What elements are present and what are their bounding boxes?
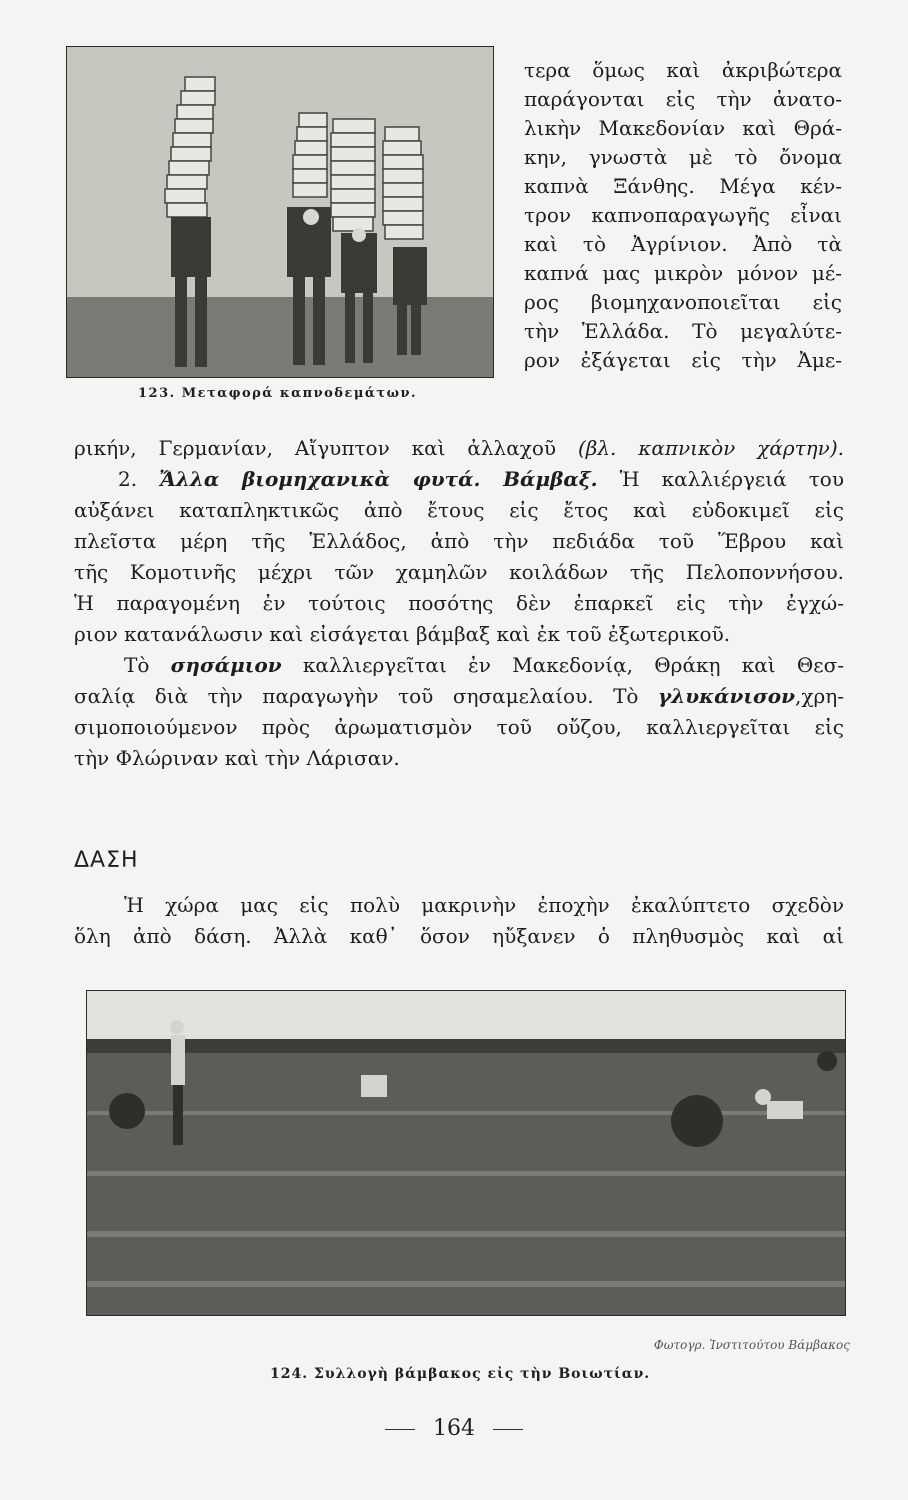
- body-line-text: καλλιεργεῖται ἐν Μακεδονίᾳ, Θράκῃ καὶ Θεσ-: [281, 653, 844, 677]
- cotton-paragraph-start: [74, 464, 844, 495]
- side-line: τερα ὅμως καὶ ἀκριβώτερα: [524, 58, 842, 82]
- side-line: ρον ἐξάγεται εἰς τὴν Ἀμε-: [524, 348, 842, 372]
- body-line-text: σαλίᾳ διὰ τὴν παραγωγὴν τοῦ σησαμελαίου. Τὸ: [74, 684, 658, 708]
- body-line-text: ρικήν, Γερμανίαν, Αἴγυπτον καὶ ἀλλαχοῦ: [74, 436, 578, 460]
- body-line: τῆς Κομοτινῆς μέχρι τῶν χαμηλῶν κοιλάδων τῆς Πελοποννήσου.: [74, 560, 844, 584]
- sesame-paragraph-start: [74, 650, 844, 681]
- body-line: πλεῖστα μέρη τῆς Ἑλλάδος, ἀπὸ τὴν πεδιάδα τοῦ Ἕβρου καὶ: [74, 529, 844, 553]
- section-number: 2.: [118, 467, 160, 491]
- body-line: σιμοποιούμενον πρὸς ἀρωματισμὸν τοῦ οὔζου, καλλιεργεῖται εἰς: [74, 715, 844, 739]
- term-sesame: σησάμιον: [170, 653, 282, 677]
- map-reference: (βλ. καπνικὸν χάρτην).: [577, 436, 844, 460]
- page-number: [0, 1416, 908, 1441]
- figure-123-caption: 123. Μεταφορά καπνοδεμάτων.: [138, 386, 418, 401]
- side-line: καὶ τὸ Ἀγρίνιον. Ἀπὸ τὰ: [524, 232, 842, 256]
- cotton-field-illustration: [87, 991, 845, 1315]
- body-line: Ἡ παραγομένη ἐν τούτοις ποσότης δὲν ἐπαρκεῖ εἰς τὴν ἐγχώ-: [74, 591, 844, 615]
- body-line: [74, 433, 844, 464]
- side-line: παράγονται εἰς τὴν ἀνατο-: [524, 87, 842, 111]
- side-line: καπνὰ Ξάνθης. Μέγα κέν-: [524, 174, 842, 198]
- body-line: [74, 681, 844, 712]
- body-line: ὅλη ἀπὸ δάση. Ἀλλὰ καθ᾽ ὅσον ηὔξανεν ὁ πληθυσμὸς καὶ αἱ: [74, 924, 844, 948]
- side-line: τρον καπνοπαραγωγῆς εἶναι: [524, 203, 842, 227]
- side-line: λικὴν Μακεδονίαν καὶ Θρά-: [524, 116, 842, 140]
- term-anise: γλυκάνισον: [658, 684, 796, 708]
- dash-right: [493, 1429, 523, 1430]
- photo-tobacco-transport: [66, 46, 494, 378]
- side-line: κην, γνωστὰ μὲ τὸ ὄνομα: [524, 145, 842, 169]
- photo-cotton-harvest: [86, 990, 846, 1316]
- dash-left: [385, 1429, 415, 1430]
- side-line: τὴν Ἑλλάδα. Τὸ μεγαλύτε-: [524, 319, 842, 343]
- figure-124-caption: 124. Συλλογὴ βάμβακος εἰς τὴν Βοιωτίαν.: [270, 1366, 651, 1382]
- body-line: Ἡ χώρα μας εἰς πολὺ μακρινὴν ἐποχὴν ἐκαλύπτετο σχεδὸν: [124, 893, 844, 917]
- body-line: ριον κατανάλωσιν καὶ εἰσάγεται βάμβαξ καὶ ἐκ τοῦ ἐξωτερικοῦ.: [74, 622, 731, 646]
- body-line-text: Ἡ καλλιέργειά του: [597, 467, 844, 491]
- section-title-industrial-plants: Ἄλλα βιομηχανικὰ φυτά. Βάμβαξ.: [159, 467, 598, 491]
- forests-text: [74, 890, 844, 952]
- body-line-text: ,χρη-: [795, 684, 844, 708]
- side-line: καπνά μας μικρὸν μόνον μέ-: [524, 261, 842, 285]
- page-number-value: 164: [433, 1416, 475, 1441]
- side-line: ρος βιομηχανοποιεῖται εἰς: [524, 290, 842, 314]
- body-text: [74, 433, 844, 774]
- section-heading-forests: ΔΑΣΗ: [74, 848, 139, 873]
- body-line-text: Τὸ: [124, 653, 171, 677]
- body-line: τὴν Φλώριναν καὶ τὴν Λάρισαν.: [74, 746, 400, 770]
- photo-credit: Φωτογρ. Ἰνστιτούτου Βάμβακος: [653, 1338, 850, 1352]
- side-column-text: [524, 56, 842, 375]
- body-line: αὐξάνει καταπληκτικῶς ἀπὸ ἔτους εἰς ἔτος καὶ εὐδοκιμεῖ εἰς: [74, 498, 844, 522]
- tobacco-porters-illustration: [67, 47, 493, 377]
